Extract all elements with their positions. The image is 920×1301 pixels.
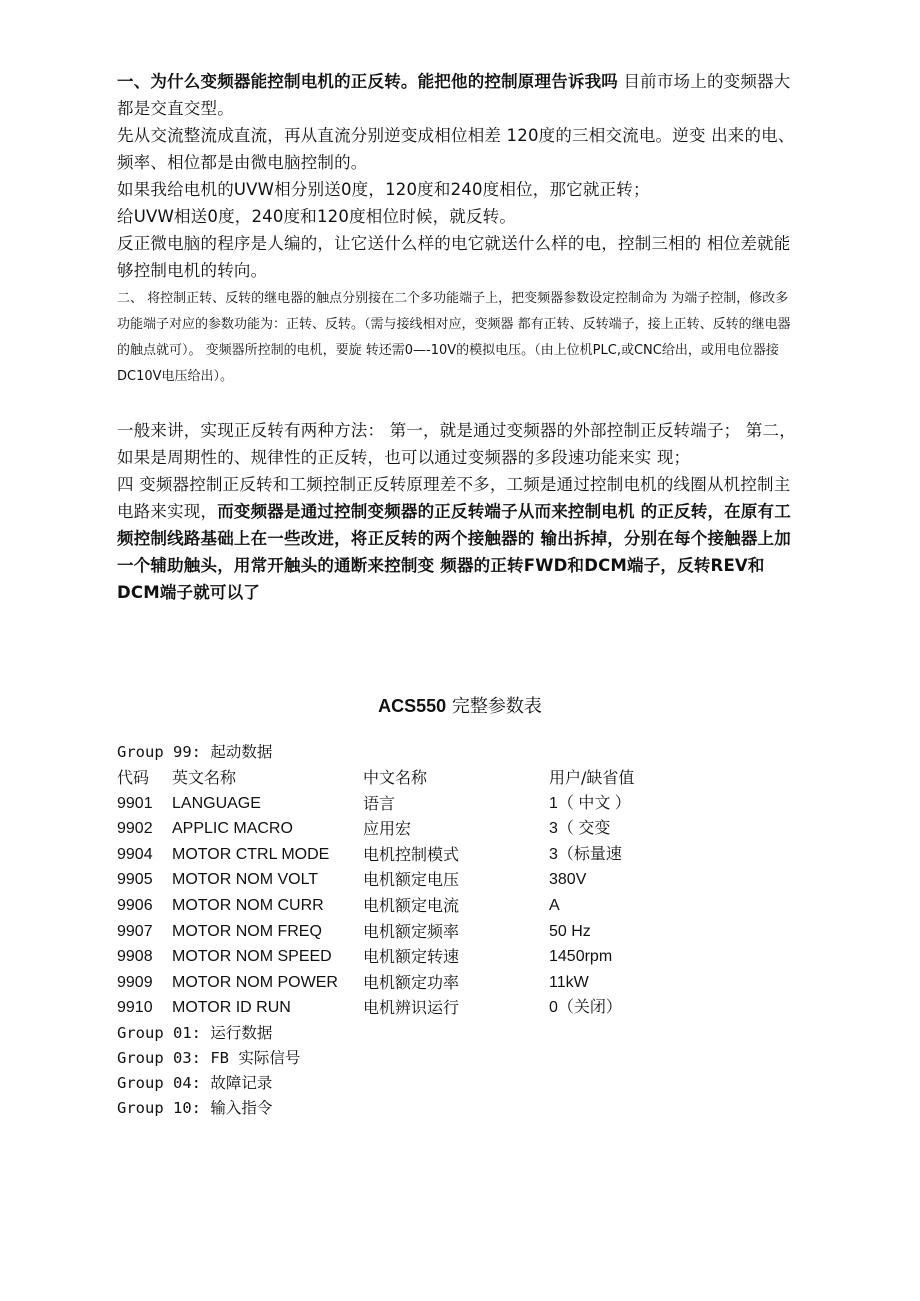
table-row bbox=[117, 816, 717, 842]
cell-value: 1（ 中文 ） bbox=[549, 794, 631, 812]
section-1-line: 如果我给电机的UVW相分别送0度，120度和240度相位，那它就正转； bbox=[117, 180, 650, 199]
cell-code: 9901 bbox=[117, 794, 153, 812]
table-row bbox=[117, 944, 717, 970]
cell-en: MOTOR NOM SPEED bbox=[172, 948, 332, 966]
parameter-table bbox=[117, 740, 717, 1121]
table-header bbox=[117, 765, 717, 791]
header-zh: 中文名称 bbox=[363, 768, 428, 787]
section-1-line: 反正微电脑的程序是人编的，让它送什么样的电它就送什么样的电，控制三相的 相位差就能够控制电机的转向。 bbox=[117, 234, 791, 280]
cell-code: 9909 bbox=[117, 973, 153, 991]
cell-en: LANGUAGE bbox=[172, 794, 261, 812]
table-row bbox=[117, 842, 717, 868]
group-heading: Group 03: FB 实际信号 bbox=[117, 1048, 301, 1067]
cell-zh: 电机额定转速 bbox=[363, 947, 460, 967]
group-heading: Group 01: 运行数据 bbox=[117, 1023, 273, 1042]
cell-code: 9907 bbox=[117, 922, 153, 940]
cell-code: 9906 bbox=[117, 896, 153, 914]
section-1-question: 一、为什么变频器能控制电机的正反转。能把他的控制原理告诉我吗 bbox=[117, 72, 618, 91]
section-1-intro: 目前市场上的变频器大都是交直交型。 bbox=[117, 72, 791, 118]
cell-en: MOTOR NOM FREQ bbox=[172, 922, 322, 940]
cell-en: MOTOR NOM VOLT bbox=[172, 871, 319, 889]
table-row bbox=[117, 995, 717, 1021]
section-3-paragraph: 一般来讲，实现正反转有两种方法： 第一，就是通过变频器的外部控制正反转端子； 第二，如果是周期性的、规律性的正反转，也可以通过变频器的多段速功能来实 现； bbox=[117, 421, 796, 467]
cell-code: 9904 bbox=[117, 845, 153, 863]
group-heading: Group 10: 输入指令 bbox=[117, 1098, 273, 1117]
cell-value: 0（关闭） bbox=[549, 999, 622, 1017]
table-row bbox=[117, 970, 717, 996]
section-4-normal: 四 变频器控制正反转和工频控制正反转原理差不多，工频是通过控制电机的线圈从机控制主电路来实现， bbox=[117, 475, 791, 521]
table-title bbox=[0, 692, 920, 718]
cell-code: 9908 bbox=[117, 948, 153, 966]
document-body bbox=[117, 68, 801, 606]
section-1-heading bbox=[117, 68, 801, 122]
cell-code: 9910 bbox=[117, 999, 153, 1017]
cell-en: APPLIC MACRO bbox=[172, 820, 293, 838]
cell-zh: 语言 bbox=[363, 793, 396, 813]
group-heading: Group 04: 故障记录 bbox=[117, 1073, 273, 1092]
cell-value: 380V bbox=[549, 871, 587, 889]
table-title-text: 完整参数表 bbox=[451, 696, 542, 717]
cell-code: 9905 bbox=[117, 871, 153, 889]
cell-zh: 电机额定功率 bbox=[363, 972, 460, 992]
cell-zh: 电机额定频率 bbox=[363, 921, 460, 941]
cell-value: A bbox=[549, 896, 560, 914]
cell-zh: 电机额定电压 bbox=[363, 870, 460, 890]
table-row bbox=[117, 791, 717, 817]
cell-en: MOTOR CTRL MODE bbox=[172, 845, 330, 863]
table-row bbox=[117, 893, 717, 919]
cell-zh: 电机控制模式 bbox=[363, 844, 460, 864]
cell-value: 3（标量速 bbox=[549, 845, 622, 863]
cell-value: 1450rpm bbox=[549, 948, 613, 966]
cell-value: 3（ 交变 bbox=[549, 820, 611, 838]
table-row bbox=[117, 919, 717, 945]
table-title-model: ACS550 bbox=[378, 696, 447, 716]
section-2-paragraph: 二、 将控制正转、反转的继电器的触点分别接在二个多功能端子上，把变频器参数设定控制命为 为端子控制，修改多功能端子对应的参数功能为：正转、反转。（需与接线相对应，变频器 都有正转、反转端子，接上正转、反转的继电器的触点就可）。 变频器所控制的电机，要旋 转还需0—-10V的模拟电压。（由上位机PLC,或CNC给出，或用电位器接DC10V电压给出）。 bbox=[117, 291, 791, 384]
section-4-paragraph bbox=[117, 471, 801, 606]
header-value: 用户/缺省值 bbox=[549, 768, 635, 787]
cell-value: 50 Hz bbox=[549, 922, 591, 940]
cell-en: MOTOR ID RUN bbox=[172, 999, 291, 1017]
cell-code: 9902 bbox=[117, 820, 153, 838]
section-1-line: 先从交流整流成直流，再从直流分别逆变成相位相差 120度的三相交流电。逆变 出来的电、频率、相位都是由微电脑控制的。 bbox=[117, 126, 795, 172]
cell-en: MOTOR NOM POWER bbox=[172, 973, 338, 991]
section-4-bold: 而变频器是通过控制变频器的正反转端子从而来控制电机 的正反转，在原有工频控制线路基础上在一些改进，将正反转的两个接触器的 输出拆掉，分别在每个接触器上加一个辅助触头，用常开触头的通断来控制变 频器的正转FWD和DCM端子，反转REV和DCM端子就可以了 bbox=[117, 502, 791, 602]
cell-zh: 电机辨识运行 bbox=[363, 998, 460, 1018]
cell-zh: 应用宏 bbox=[363, 819, 412, 839]
cell-zh: 电机额定电流 bbox=[363, 895, 460, 915]
cell-value: 11kW bbox=[549, 973, 589, 991]
group-heading: Group 99: 起动数据 bbox=[117, 743, 273, 761]
table-row bbox=[117, 867, 717, 893]
header-code: 代码 bbox=[117, 768, 150, 787]
section-1-line: 给UVW相送0度，240度和120度相位时候，就反转。 bbox=[117, 207, 517, 226]
cell-en: MOTOR NOM CURR bbox=[172, 896, 324, 914]
header-en: 英文名称 bbox=[172, 768, 237, 787]
